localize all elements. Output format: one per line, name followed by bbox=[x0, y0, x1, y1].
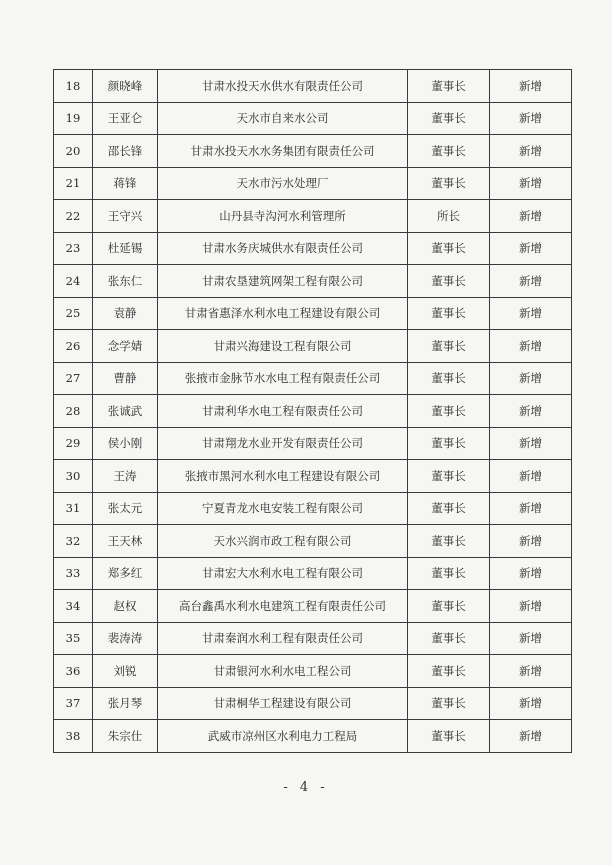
person-name: 蒋锋 bbox=[93, 167, 158, 200]
organization-name: 甘肃省惠泽水利水电工程建设有限公司 bbox=[158, 297, 408, 330]
job-title: 董事长 bbox=[408, 265, 490, 298]
status: 新增 bbox=[490, 102, 572, 135]
job-title: 董事长 bbox=[408, 232, 490, 265]
organization-name: 甘肃兴海建设工程有限公司 bbox=[158, 330, 408, 363]
row-number: 24 bbox=[54, 265, 93, 298]
row-number: 28 bbox=[54, 395, 93, 428]
job-title: 董事长 bbox=[408, 395, 490, 428]
organization-name: 武威市凉州区水利电力工程局 bbox=[158, 720, 408, 753]
status: 新增 bbox=[490, 427, 572, 460]
organization-name: 甘肃翔龙水业开发有限责任公司 bbox=[158, 427, 408, 460]
table-row bbox=[54, 720, 572, 753]
row-number: 21 bbox=[54, 167, 93, 200]
organization-name: 甘肃水投天水供水有限责任公司 bbox=[158, 70, 408, 103]
table-row bbox=[54, 655, 572, 688]
organization-name: 甘肃银河水利水电工程公司 bbox=[158, 655, 408, 688]
personnel-table bbox=[53, 69, 572, 753]
row-number: 27 bbox=[54, 362, 93, 395]
organization-name: 山丹县寺沟河水利管理所 bbox=[158, 200, 408, 233]
row-number: 32 bbox=[54, 525, 93, 558]
organization-name: 张掖市黑河水利水电工程建设有限公司 bbox=[158, 460, 408, 493]
person-name: 裴涛涛 bbox=[93, 622, 158, 655]
row-number: 25 bbox=[54, 297, 93, 330]
status: 新增 bbox=[490, 297, 572, 330]
job-title: 董事长 bbox=[408, 427, 490, 460]
job-title: 董事长 bbox=[408, 590, 490, 623]
status: 新增 bbox=[490, 557, 572, 590]
job-title: 董事长 bbox=[408, 655, 490, 688]
table-row bbox=[54, 70, 572, 103]
row-number: 34 bbox=[54, 590, 93, 623]
organization-name: 天水市自来水公司 bbox=[158, 102, 408, 135]
job-title: 董事长 bbox=[408, 460, 490, 493]
job-title: 董事长 bbox=[408, 70, 490, 103]
organization-name: 宁夏青龙水电安装工程有限公司 bbox=[158, 492, 408, 525]
person-name: 张诚武 bbox=[93, 395, 158, 428]
table-row bbox=[54, 687, 572, 720]
person-name: 王天林 bbox=[93, 525, 158, 558]
row-number: 22 bbox=[54, 200, 93, 233]
table-row bbox=[54, 265, 572, 298]
job-title: 董事长 bbox=[408, 362, 490, 395]
row-number: 20 bbox=[54, 135, 93, 168]
person-name: 王亚仑 bbox=[93, 102, 158, 135]
table-row bbox=[54, 135, 572, 168]
status: 新增 bbox=[490, 622, 572, 655]
organization-name: 甘肃桐华工程建设有限公司 bbox=[158, 687, 408, 720]
status: 新增 bbox=[490, 492, 572, 525]
table-row bbox=[54, 557, 572, 590]
person-name: 侯小刚 bbox=[93, 427, 158, 460]
person-name: 杜延锡 bbox=[93, 232, 158, 265]
table-row bbox=[54, 427, 572, 460]
status: 新增 bbox=[490, 70, 572, 103]
row-number: 38 bbox=[54, 720, 93, 753]
person-name: 张太元 bbox=[93, 492, 158, 525]
organization-name: 张掖市金脉节水水电工程有限责任公司 bbox=[158, 362, 408, 395]
job-title: 董事长 bbox=[408, 167, 490, 200]
row-number: 29 bbox=[54, 427, 93, 460]
table-row bbox=[54, 460, 572, 493]
job-title: 董事长 bbox=[408, 687, 490, 720]
row-number: 26 bbox=[54, 330, 93, 363]
table-row bbox=[54, 297, 572, 330]
person-name: 朱宗仕 bbox=[93, 720, 158, 753]
row-number: 18 bbox=[54, 70, 93, 103]
person-name: 王守兴 bbox=[93, 200, 158, 233]
job-title: 董事长 bbox=[408, 557, 490, 590]
table-row bbox=[54, 622, 572, 655]
status: 新增 bbox=[490, 460, 572, 493]
person-name: 念学婧 bbox=[93, 330, 158, 363]
status: 新增 bbox=[490, 655, 572, 688]
table-row bbox=[54, 330, 572, 363]
person-name: 郑多红 bbox=[93, 557, 158, 590]
person-name: 曹静 bbox=[93, 362, 158, 395]
table-row bbox=[54, 492, 572, 525]
status: 新增 bbox=[490, 200, 572, 233]
status: 新增 bbox=[490, 687, 572, 720]
row-number: 33 bbox=[54, 557, 93, 590]
status: 新增 bbox=[490, 232, 572, 265]
job-title: 董事长 bbox=[408, 102, 490, 135]
person-name: 袁静 bbox=[93, 297, 158, 330]
status: 新增 bbox=[490, 525, 572, 558]
table-row bbox=[54, 200, 572, 233]
row-number: 31 bbox=[54, 492, 93, 525]
status: 新增 bbox=[490, 362, 572, 395]
organization-name: 甘肃秦润水利工程有限责任公司 bbox=[158, 622, 408, 655]
job-title: 董事长 bbox=[408, 492, 490, 525]
page-number: - 4 - bbox=[283, 780, 329, 795]
row-number: 37 bbox=[54, 687, 93, 720]
table-row bbox=[54, 395, 572, 428]
person-name: 颜晓峰 bbox=[93, 70, 158, 103]
organization-name: 天水市污水处理厂 bbox=[158, 167, 408, 200]
organization-name: 天水兴润市政工程有限公司 bbox=[158, 525, 408, 558]
table-row bbox=[54, 590, 572, 623]
organization-name: 甘肃利华水电工程有限责任公司 bbox=[158, 395, 408, 428]
status: 新增 bbox=[490, 395, 572, 428]
person-name: 赵权 bbox=[93, 590, 158, 623]
job-title: 董事长 bbox=[408, 330, 490, 363]
table-row bbox=[54, 102, 572, 135]
status: 新增 bbox=[490, 135, 572, 168]
person-name: 刘锐 bbox=[93, 655, 158, 688]
organization-name: 甘肃水投天水水务集团有限责任公司 bbox=[158, 135, 408, 168]
job-title: 董事长 bbox=[408, 135, 490, 168]
row-number: 36 bbox=[54, 655, 93, 688]
organization-name: 甘肃宏大水利水电工程有限公司 bbox=[158, 557, 408, 590]
job-title: 董事长 bbox=[408, 297, 490, 330]
table-row bbox=[54, 525, 572, 558]
row-number: 19 bbox=[54, 102, 93, 135]
row-number: 35 bbox=[54, 622, 93, 655]
row-number: 30 bbox=[54, 460, 93, 493]
status: 新增 bbox=[490, 590, 572, 623]
organization-name: 甘肃农垦建筑网架工程有限公司 bbox=[158, 265, 408, 298]
status: 新增 bbox=[490, 265, 572, 298]
job-title: 所长 bbox=[408, 200, 490, 233]
status: 新增 bbox=[490, 720, 572, 753]
personnel-table-body bbox=[54, 70, 572, 753]
table-row bbox=[54, 232, 572, 265]
row-number: 23 bbox=[54, 232, 93, 265]
person-name: 张东仁 bbox=[93, 265, 158, 298]
person-name: 王涛 bbox=[93, 460, 158, 493]
table-row bbox=[54, 167, 572, 200]
job-title: 董事长 bbox=[408, 720, 490, 753]
organization-name: 高台鑫禹水利水电建筑工程有限责任公司 bbox=[158, 590, 408, 623]
status: 新增 bbox=[490, 330, 572, 363]
person-name: 邵长锋 bbox=[93, 135, 158, 168]
job-title: 董事长 bbox=[408, 525, 490, 558]
job-title: 董事长 bbox=[408, 622, 490, 655]
organization-name: 甘肃水务庆城供水有限责任公司 bbox=[158, 232, 408, 265]
table-row bbox=[54, 362, 572, 395]
person-name: 张月琴 bbox=[93, 687, 158, 720]
status: 新增 bbox=[490, 167, 572, 200]
